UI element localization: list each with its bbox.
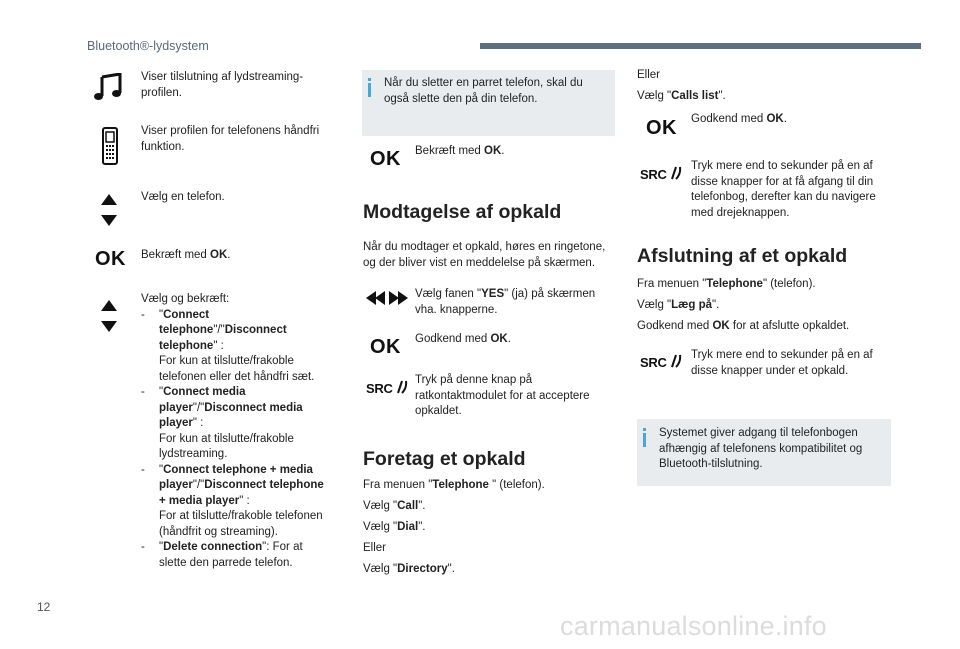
text-run: ". [718,90,726,102]
confirm-ok-text [141,248,331,264]
text-run: " [159,308,164,321]
text-run: ". [418,521,426,533]
ok-label: OK [490,333,508,345]
end-call-steps [637,277,892,335]
phone-handset-icon [670,166,682,180]
option-label: Disconnect telephone [159,324,287,352]
text-run: Godkend med [691,113,767,125]
step [363,520,615,536]
list-item [141,385,333,463]
text-run: Bekræft med [141,249,211,261]
src-label: SRC [640,167,667,182]
option-desc: For kun at tilslutte/frakoble telefonen eller det håndfri sæt. [159,355,315,383]
src-label: SRC [366,381,393,396]
option-desc: For at tilslutte/frakoble telefonen (håndfrit og streaming). [159,510,323,538]
step [637,89,887,105]
text-run: Vælg " [637,299,672,311]
phonebook-text: Tryk mere end to sekunder på en af disse knapper for at få afgang til din telefonbog, derefter kan du navigere med drejeknappen. [691,160,876,219]
src-phone-icon [366,380,408,396]
text-run: " [159,463,164,476]
text-run: Bekræft med [415,145,485,157]
dash: - [141,308,145,321]
text-run: Vælg " [363,500,398,512]
text-run: Vælg " [637,90,672,102]
confirm-ok-text [415,144,605,160]
dial-label: Dial [397,521,419,533]
ok-label: OK [712,320,730,332]
calls-list-label: Calls list [671,90,719,102]
phone-handsfree-icon [100,127,120,167]
dash: - [141,463,145,476]
ok-icon: OK [95,248,126,270]
hang-up-label: Læg på [671,299,713,311]
text-run: Vælg " [363,521,398,533]
header-bar [480,43,921,49]
call-label: Call [397,500,419,512]
text-run: " (telefon). [762,278,816,290]
option-label: Disconnect media player [159,401,303,429]
up-down-arrows-icon [100,299,118,333]
option-label: Connect telephone + media player [159,463,313,491]
make-call-steps [363,478,615,578]
select-confirm-intro: Vælg og bekræft: [141,293,230,305]
music-note-icon [93,73,125,101]
text-run: . [507,333,511,345]
text-run: Godkend med [637,320,713,332]
text-run: "/" [213,324,225,336]
left-right-arrows-icon [366,290,408,306]
text-run: " : [239,494,250,507]
text-run: Vælg " [363,563,398,575]
text-run: . [501,145,505,157]
dash: - [141,386,145,398]
option-label: Delete connection [163,541,263,553]
receive-paragraph: Når du modtager et opkald, høres en ringetone, og der bliver vist en meddelelse på skærmen. [363,241,606,269]
phone-handset-icon [396,380,408,394]
watermark: carmanualsonline.info [560,611,827,641]
text-run: ". [447,563,455,575]
info-icon [643,428,646,431]
info-text: Når du sletter en parret telefon, skal du også slette den på din telefon. [384,77,583,105]
info-icon-bar [368,83,371,97]
text-run: ": For at slette den parrede telefon. [159,541,303,569]
option-label: Connect telephone [159,308,214,336]
step [363,499,615,515]
step [637,298,892,314]
music-profile-text: Viser tilslutning af lydstreaming-profilen. [141,71,304,99]
text-run: ". [712,299,720,311]
menu-label: Telephone [706,278,763,290]
src-label: SRC [640,355,667,370]
text-run: " [159,541,164,553]
section-header-title: Bluetooth®-lydsystem [87,39,209,53]
ok-label: OK [484,145,502,157]
text-run: " : [213,339,224,352]
text-run: ". [418,500,426,512]
up-down-arrows-icon [100,193,118,227]
step: Eller [637,69,661,81]
accept-call-text: Tryk på denne knap på ratkontaktmodulet for at acceptere opkaldet. [415,374,590,417]
text-run: " (telefon). [488,479,545,491]
info-icon [368,78,371,81]
select-phone-text: Vælg en telefon. [141,191,225,203]
page-number: 12 [37,600,51,614]
option-label: Disconnect telephone + media player [159,479,324,507]
step [363,478,615,494]
approve-ok-text [415,332,605,348]
hang-up-text: Tryk mere end to sekunder på en af disse knapper under et opkald. [691,349,873,377]
text-run: "/" [192,479,205,491]
ok-label: OK [766,113,784,125]
select-yes-text [415,287,615,318]
ok-label: OK [210,249,228,261]
step [637,319,892,335]
text-run: Vælg fanen " [415,288,482,300]
text-run: "/" [192,401,205,414]
yes-label: YES [481,288,505,300]
text-run: for at afslutte opkaldet. [729,320,850,332]
src-phone-icon [640,166,682,182]
handsfree-profile-text: Viser profilen for telefonens håndfri funktion. [141,125,320,153]
heading-end-call: Afslutning af et opkald [637,245,848,267]
step [363,562,615,578]
text-run: Godkend med [415,333,491,345]
approve-ok-text [691,112,891,128]
list-item [141,463,333,541]
menu-label: Telephone [432,479,489,491]
text-run: " (ja) på skærmen vha. knapperne. [415,288,596,316]
text-run: " : [192,417,204,429]
ok-icon: OK [646,117,677,139]
phone-handset-icon [670,354,682,368]
directory-label: Directory [397,563,448,575]
heading-make-call: Foretag et opkald [363,448,526,470]
info-icon-bar [643,433,646,447]
select-confirm-block [141,292,333,571]
list-item [141,540,333,571]
dash: - [141,541,145,553]
heading-receive-call: Modtagelse af opkald [363,201,562,223]
list-item [141,308,333,386]
text-run: " [159,386,164,398]
text-run: . [227,249,231,261]
option-label: Connect media player [159,386,246,414]
option-desc: For kun at tilslutte/frakoble lydstreaming. [159,432,294,460]
text-run: Fra menuen " [363,479,433,491]
info-box [362,70,615,136]
calls-list-steps [637,68,887,105]
ok-icon: OK [370,336,401,358]
text-run: . [783,113,787,125]
step: Eller [363,542,387,554]
src-phone-icon [640,354,682,370]
info-box [637,419,891,486]
info-text: Systemet giver adgang til telefonbogen afhængig af telefonens kompatibilitet og Bluetooth-tilslutning. [659,427,863,470]
text-run: Fra menuen " [637,278,707,290]
step [637,277,892,293]
ok-icon: OK [370,148,401,170]
